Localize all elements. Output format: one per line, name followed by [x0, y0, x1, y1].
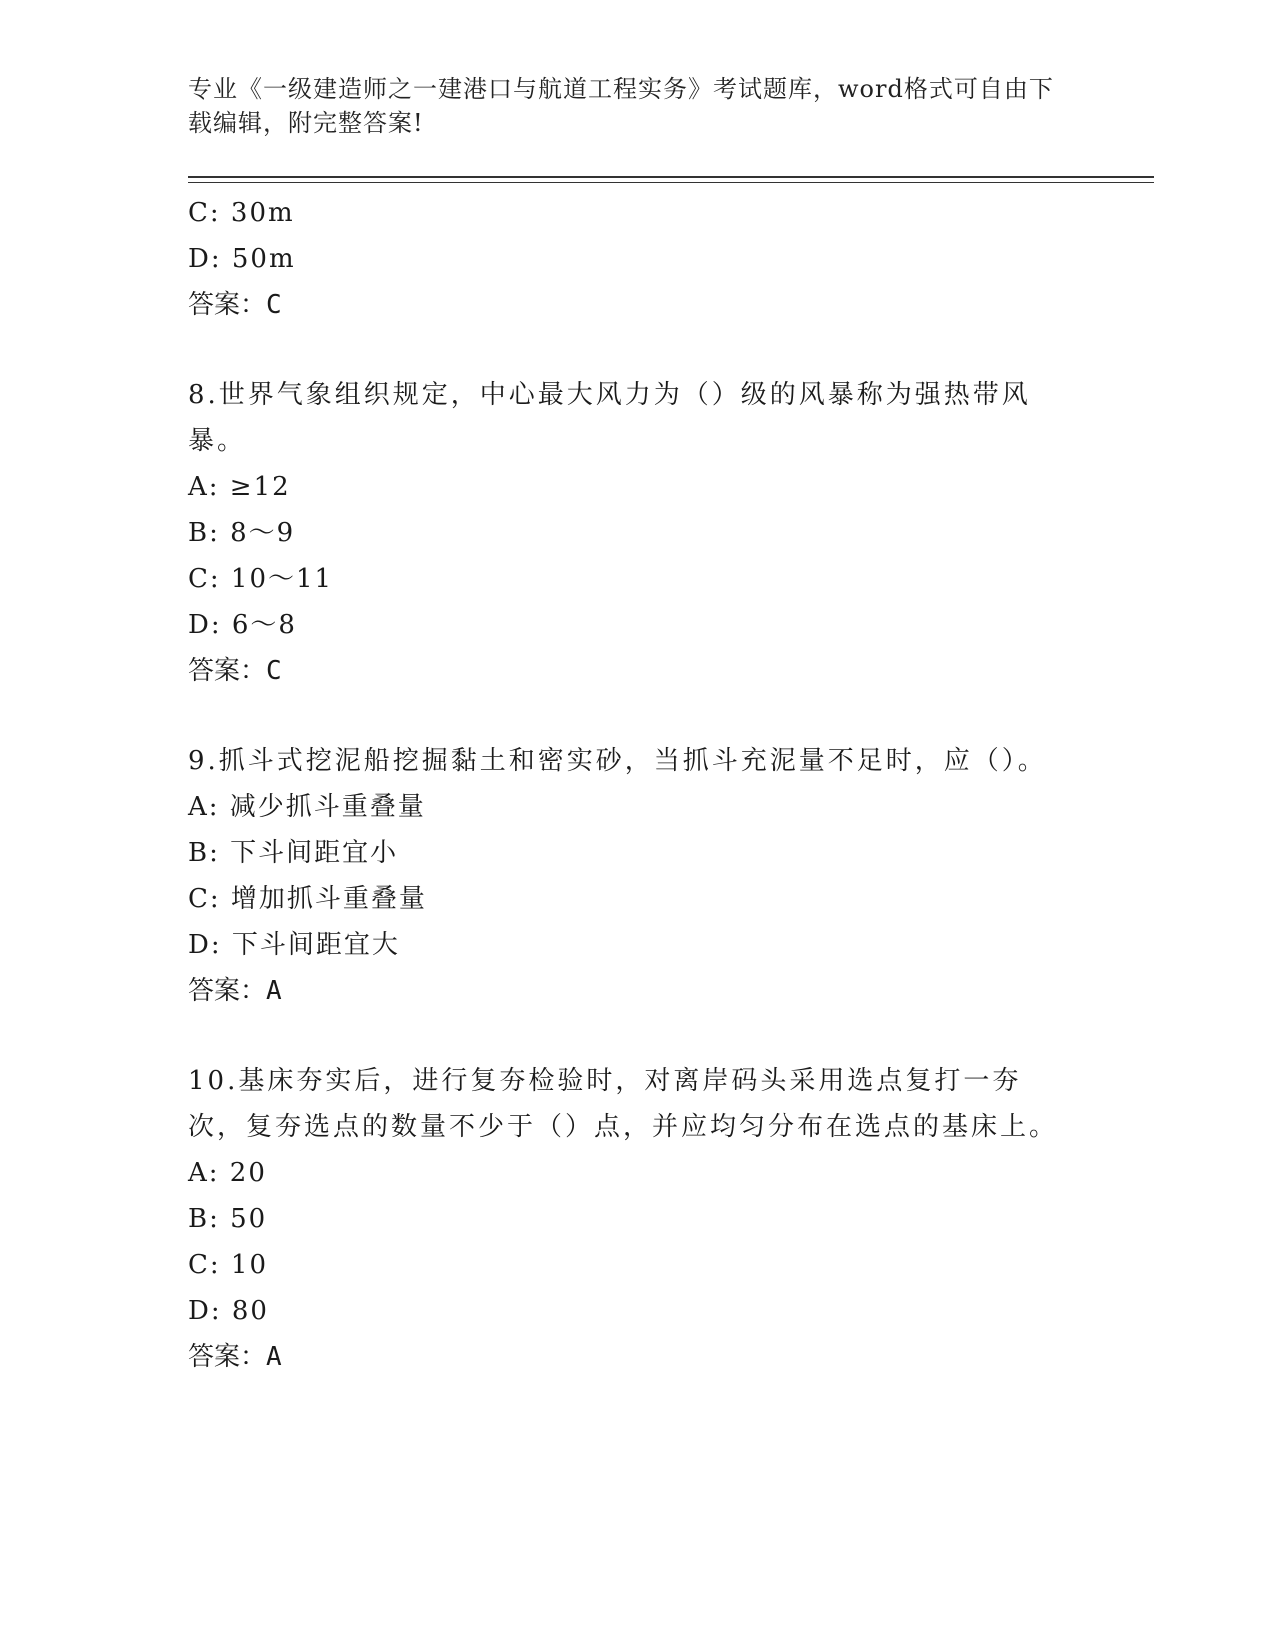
question-block-10	[188, 1058, 1068, 1380]
option-a: A: 20	[188, 1158, 267, 1188]
answer-label: 答案：	[188, 976, 267, 1006]
option-c: C: 10	[188, 1250, 269, 1280]
answer-line	[188, 1334, 1068, 1380]
option-c: C: 10～11	[188, 564, 334, 594]
question-block-9	[188, 738, 1068, 1014]
option-a: A: ≥12	[188, 472, 291, 502]
answer-value: C	[266, 656, 282, 686]
option-c: C: 增加抓斗重叠量	[188, 884, 427, 914]
answer-value: C	[266, 290, 282, 320]
answer-line	[188, 648, 1068, 694]
answer-line	[188, 968, 1068, 1014]
question-block-8	[188, 372, 1068, 694]
option-d: D: 80	[188, 1296, 269, 1326]
question-text: 10.基床夯实后，进行复夯检验时，对离岸码头采用选点复打一夯次，复夯选点的数量不少于（）点，并应均匀分布在选点的基床上。	[188, 1066, 1059, 1142]
answer-value: A	[266, 976, 282, 1006]
question-list	[188, 190, 1068, 1380]
header-divider-thick	[188, 176, 1154, 178]
question-block-7	[188, 190, 1068, 328]
page-header: 专业《一级建造师之一建港口与航道工程实务》考试题库，word格式可自由下载编辑，附完整答案!	[188, 75, 1054, 137]
answer-label: 答案：	[188, 290, 267, 320]
option-b: B: 50	[188, 1204, 268, 1234]
answer-label: 答案：	[188, 1342, 267, 1372]
question-text: 9.抓斗式挖泥船挖掘黏土和密实砂，当抓斗充泥量不足时，应（）。	[188, 746, 1047, 776]
option-d: D: 50m	[188, 244, 296, 274]
header-divider-thin	[188, 182, 1154, 183]
spacer	[188, 328, 1068, 372]
spacer	[188, 694, 1068, 738]
option-c: C: 30m	[188, 198, 295, 228]
question-text: 8.世界气象组织规定，中心最大风力为（）级的风暴称为强热带风暴。	[188, 380, 1031, 456]
spacer	[188, 1014, 1068, 1058]
option-a: A: 减少抓斗重叠量	[188, 792, 426, 822]
option-b: B: 8～9	[188, 518, 296, 548]
option-d: D: 6～8	[188, 610, 297, 640]
option-b: B: 下斗间距宜小	[188, 838, 399, 868]
answer-line	[188, 282, 1068, 328]
answer-value: A	[266, 1342, 282, 1372]
answer-label: 答案：	[188, 656, 267, 686]
option-d: D: 下斗间距宜大	[188, 930, 400, 960]
